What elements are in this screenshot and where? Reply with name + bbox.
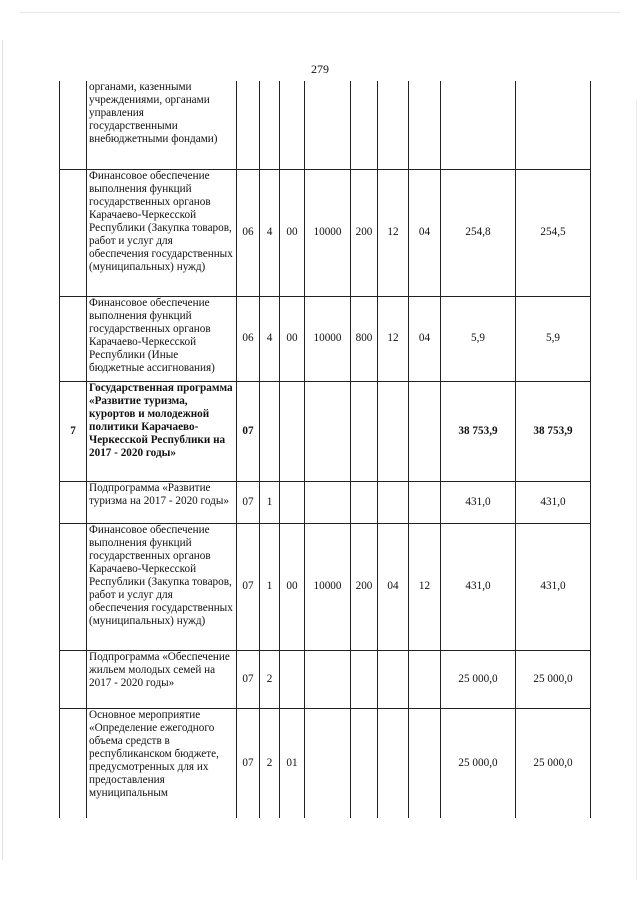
subsection-cell: [409, 81, 441, 169]
activity-code-cell: [280, 650, 305, 708]
activity-code-cell: 00: [280, 523, 305, 650]
amount-2020-cell: 25 000,0: [516, 650, 591, 708]
activity-code-cell: 00: [280, 169, 305, 296]
subsection-cell: 04: [409, 169, 441, 296]
expense-type-cell: [351, 650, 378, 708]
amount-2020-cell: 38 753,9: [516, 381, 591, 481]
subprogram-code-cell: 2: [260, 650, 280, 708]
amount-2020-cell: [516, 81, 591, 169]
program-code-cell: 07: [237, 650, 260, 708]
name-cell: органами, казенными учреждениями, органами управления государственными внебюджетными фондами): [87, 81, 237, 169]
amount-2019-cell: 431,0: [441, 523, 516, 650]
section-cell: [378, 708, 409, 818]
table-row: [60, 708, 591, 818]
amount-2020-cell: 25 000,0: [516, 708, 591, 818]
table-row: [60, 381, 591, 481]
row-number-cell: [60, 81, 87, 169]
activity-code-cell: [280, 381, 305, 481]
program-code-cell: [237, 81, 260, 169]
subprogram-code-cell: 2: [260, 708, 280, 818]
amount-2019-cell: 38 753,9: [441, 381, 516, 481]
amount-2019-cell: 5,9: [441, 296, 516, 381]
row-number-cell: [60, 481, 87, 523]
row-number-cell: [60, 708, 87, 818]
activity-code-cell: 01: [280, 708, 305, 818]
amount-2020-cell: 254,5: [516, 169, 591, 296]
amount-2019-cell: 431,0: [441, 481, 516, 523]
direction-code-cell: [305, 381, 351, 481]
section-cell: [378, 381, 409, 481]
name-cell: Подпрограмма «Развитие туризма на 2017 - 2020 годы»: [87, 481, 237, 523]
subsection-cell: [409, 708, 441, 818]
section-cell: 04: [378, 523, 409, 650]
direction-code-cell: 10000: [305, 296, 351, 381]
row-number-cell: [60, 296, 87, 381]
expense-type-cell: [351, 708, 378, 818]
section-cell: [378, 81, 409, 169]
amount-2019-cell: 25 000,0: [441, 650, 516, 708]
name-cell: Основное мероприятие «Определение ежегодного объема средств в республиканском бюджете, предусмотренных для их предоставления муниципальным: [87, 708, 237, 818]
subprogram-code-cell: 1: [260, 481, 280, 523]
direction-code-cell: [305, 481, 351, 523]
subprogram-code-cell: 1: [260, 523, 280, 650]
section-cell: [378, 481, 409, 523]
amount-2020-cell: 431,0: [516, 523, 591, 650]
scan-artifact: [636, 100, 637, 880]
budget-table: [59, 81, 591, 818]
row-number-cell: [60, 523, 87, 650]
amount-2019-cell: 25 000,0: [441, 708, 516, 818]
row-number-cell: [60, 650, 87, 708]
subprogram-code-cell: 4: [260, 169, 280, 296]
program-code-cell: 06: [237, 296, 260, 381]
amount-2020-cell: 5,9: [516, 296, 591, 381]
scan-artifact: [20, 12, 620, 13]
subprogram-code-cell: 4: [260, 296, 280, 381]
program-code-cell: 07: [237, 523, 260, 650]
section-cell: [378, 650, 409, 708]
table-row: [60, 481, 591, 523]
table-row: [60, 650, 591, 708]
section-cell: 12: [378, 296, 409, 381]
subprogram-code-cell: [260, 81, 280, 169]
amount-2020-cell: 431,0: [516, 481, 591, 523]
subprogram-code-cell: [260, 381, 280, 481]
activity-code-cell: [280, 81, 305, 169]
expense-type-cell: [351, 481, 378, 523]
expense-type-cell: 800: [351, 296, 378, 381]
program-code-cell: 07: [237, 381, 260, 481]
direction-code-cell: [305, 81, 351, 169]
expense-type-cell: 200: [351, 169, 378, 296]
activity-code-cell: 00: [280, 296, 305, 381]
activity-code-cell: [280, 481, 305, 523]
page-number: 279: [311, 62, 329, 76]
section-cell: 12: [378, 169, 409, 296]
amount-2019-cell: [441, 81, 516, 169]
direction-code-cell: 10000: [305, 523, 351, 650]
table-row: [60, 169, 591, 296]
table-row: [60, 296, 591, 381]
program-code-cell: 06: [237, 169, 260, 296]
direction-code-cell: 10000: [305, 169, 351, 296]
name-cell: Государственная программа «Развитие туризма, курортов и молодежной политики Карачаево-Черкесской Республики на 2017 - 2020 годы»: [87, 381, 237, 481]
subsection-cell: [409, 650, 441, 708]
direction-code-cell: [305, 650, 351, 708]
row-number-cell: [60, 169, 87, 296]
table-row: [60, 523, 591, 650]
subsection-cell: [409, 381, 441, 481]
subsection-cell: [409, 481, 441, 523]
amount-2019-cell: 254,8: [441, 169, 516, 296]
name-cell: Финансовое обеспечение выполнения функций государственных органов Карачаево-Черкесской Республики (Закупка товаров, работ и услуг для обеспечения государственных (муниципальных) нужд): [87, 169, 237, 296]
table-body: [60, 81, 591, 818]
expense-type-cell: [351, 81, 378, 169]
table-row: [60, 81, 591, 169]
direction-code-cell: [305, 708, 351, 818]
name-cell: Финансовое обеспечение выполнения функций государственных органов Карачаево-Черкесской Республики (Закупка товаров, работ и услуг для обеспечения государственных (муниципальных) нужд): [87, 523, 237, 650]
name-cell: Подпрограмма «Обеспечение жильем молодых семей на 2017 - 2020 годы»: [87, 650, 237, 708]
program-code-cell: 07: [237, 708, 260, 818]
row-number-cell: 7: [60, 381, 87, 481]
expense-type-cell: [351, 381, 378, 481]
subsection-cell: 12: [409, 523, 441, 650]
name-cell: Финансовое обеспечение выполнения функций государственных органов Карачаево-Черкесской Республики (Иные бюджетные ассигнования): [87, 296, 237, 381]
subsection-cell: 04: [409, 296, 441, 381]
program-code-cell: 07: [237, 481, 260, 523]
scan-artifact: [2, 40, 3, 860]
expense-type-cell: 200: [351, 523, 378, 650]
